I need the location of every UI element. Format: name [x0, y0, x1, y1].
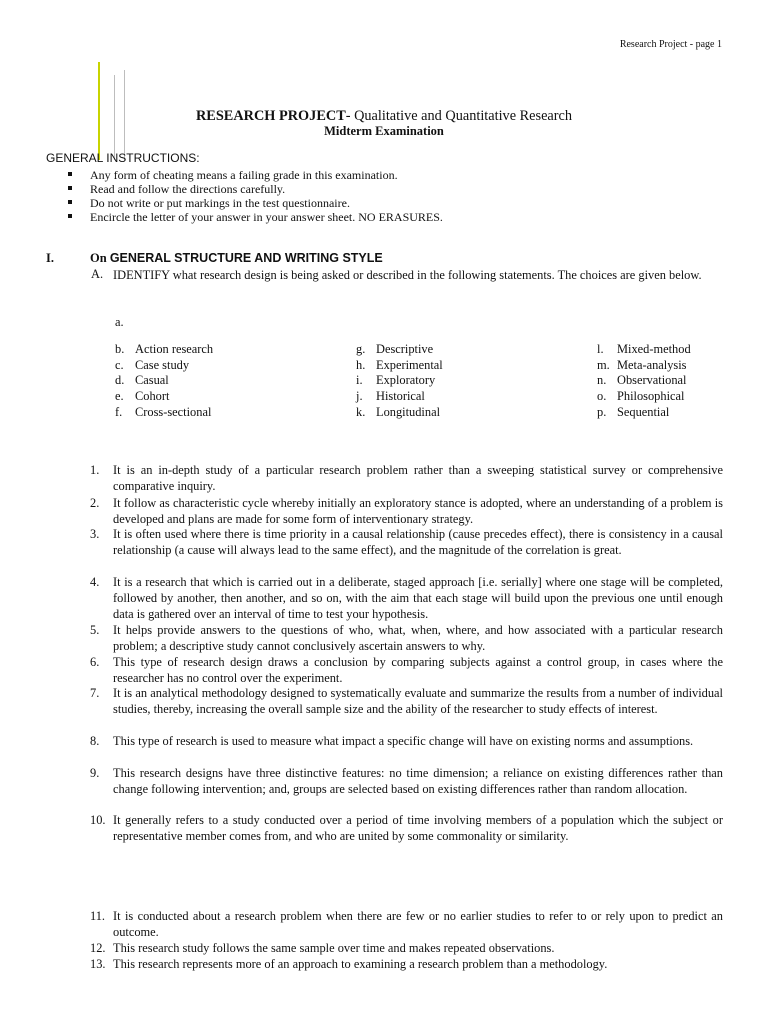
- question-item: [90, 655, 723, 687]
- document-title-rest: - Qualitative and Quantitative Research: [345, 108, 573, 124]
- question-number: 5.: [90, 623, 100, 637]
- choice-text: Case study: [135, 358, 190, 372]
- question-number: 2.: [90, 496, 100, 510]
- question-item: [90, 766, 723, 798]
- question-text: It is a research that which is carried out in a deliberate, staged approach [i.e. serially] where one stage will be completed, followed by another, then another, and so on, with the aim that each stage will build upon the previous one until enough data is gathered over an interval of time to test your hypothesis.: [113, 575, 723, 621]
- bullet-square-icon: [68, 200, 72, 204]
- choice-letter: h.: [356, 358, 366, 372]
- choice-text: Action research: [135, 342, 214, 356]
- choice-text: Sequential: [617, 405, 670, 419]
- question-text: This research represents more of an approach to examining a research problem than a methodology.: [113, 957, 608, 971]
- choice-letter: f.: [115, 405, 123, 419]
- question-text: It follow as characteristic cycle whereby initially an exploratory stance is adopted, where an understanding of a problem is developed and plans are made for some form of interventionary strategy.: [113, 496, 723, 526]
- instruction-text: Do not write or put markings in the test questionnaire.: [90, 196, 350, 210]
- document-title-bold: RESEARCH PROJECT: [195, 108, 346, 124]
- question-number: 6.: [90, 655, 100, 669]
- question-number: 11.: [90, 909, 106, 923]
- question-number: 9.: [90, 766, 100, 780]
- choice-text: Philosophical: [617, 389, 685, 403]
- question-item: [90, 941, 723, 957]
- question-item: [90, 496, 723, 528]
- question-number: 4.: [90, 575, 100, 589]
- choice-letter: d.: [115, 373, 125, 387]
- choice-letter: j.: [356, 389, 363, 403]
- question-item: [90, 813, 723, 845]
- choice-letter: o.: [597, 389, 607, 403]
- question-text: It generally refers to a study conducted over a period of time involving members of a population which the subject or representative member comes from, and who are united by some commonality or similarity.: [113, 813, 723, 843]
- choice-letter: e.: [115, 389, 124, 403]
- question-text: It is often used where there is time priority in a causal relationship (cause precedes effect), there is consistency in a causal relationship (a cause will always lead to the same effect), and the magnitude of the correlation is great.: [113, 527, 723, 557]
- document-title: [0, 108, 768, 125]
- choice-text: Longitudinal: [376, 405, 441, 419]
- question-text: It is an in-depth study of a particular research problem rather than a sweeping statistical survey or comprehensive comparative inquiry.: [113, 463, 723, 493]
- question-text: This research designs have three distinctive features: no time dimension; a reliance on existing differences rather than change following intervention; and, groups are selected based on existing differences rather than random allocation.: [113, 766, 723, 796]
- choice-letter: k.: [356, 405, 366, 419]
- question-number: 1.: [90, 463, 100, 477]
- instruction-text: Read and follow the directions carefully.: [90, 182, 286, 196]
- section-title-prefix: On: [90, 251, 110, 265]
- question-item: [90, 734, 723, 750]
- instruction-text: Encircle the letter of your answer in your answer sheet. NO ERASURES.: [90, 210, 443, 224]
- choice-letter: g.: [356, 342, 366, 356]
- question-item: [90, 686, 723, 718]
- choice-text: Meta-analysis: [617, 358, 687, 372]
- section-title: [90, 251, 383, 266]
- choice-letter: i.: [356, 373, 363, 387]
- bullet-square-icon: [68, 172, 72, 176]
- question-text: This research study follows the same sample over time and makes repeated observations.: [113, 941, 555, 955]
- question-number: 7.: [90, 686, 100, 700]
- choice-text: Cross-sectional: [135, 405, 212, 419]
- question-item: [90, 623, 723, 655]
- question-text: This type of research is used to measure what impact a specific change will have on existing norms and assumptions.: [113, 734, 694, 748]
- part-a-letter: A.: [91, 267, 104, 281]
- question-item: [90, 463, 723, 495]
- page-header: Research Project - page 1: [619, 39, 722, 50]
- question-item: [90, 527, 723, 559]
- section-title-main: GENERAL STRUCTURE AND WRITING STYLE: [109, 251, 383, 265]
- choice-text: Mixed-method: [617, 342, 691, 356]
- choice-letter: c.: [115, 358, 124, 372]
- choice-letter: l.: [597, 342, 604, 356]
- question-text: It is an analytical methodology designed to systematically evaluate and summarize the results from a number of individual studies, thereby, increasing the overall sample size and the ability of the researcher to study effects of interest.: [113, 686, 723, 716]
- choice-letter: n.: [597, 373, 607, 387]
- question-item: [90, 957, 723, 973]
- choice-text: Experimental: [376, 358, 443, 372]
- document-subtitle: Midterm Examination: [324, 124, 444, 138]
- question-text: It helps provide answers to the questions of who, what, when, where, and how associated with a particular research problem; a descriptive study cannot conclusively ascertain answers to why.: [113, 623, 723, 653]
- choice-letter: m.: [597, 358, 610, 372]
- choice-text: Descriptive: [376, 342, 434, 356]
- question-item: [90, 575, 723, 622]
- part-a-instructions: IDENTIFY what research design is being asked or described in the following statements. The choices are given below.: [113, 268, 702, 282]
- choice-text: Observational: [617, 373, 687, 387]
- general-instructions-heading: GENERAL INSTRUCTIONS:: [46, 151, 200, 165]
- choice-letter: b.: [115, 342, 125, 356]
- question-number: 13.: [90, 957, 106, 971]
- section-number: I.: [46, 251, 54, 265]
- choice-letter: a.: [115, 315, 124, 329]
- bullet-square-icon: [68, 214, 72, 218]
- instruction-text: Any form of cheating means a failing grade in this examination.: [90, 168, 398, 182]
- choice-text: Historical: [376, 389, 425, 403]
- question-number: 8.: [90, 734, 100, 748]
- question-text: This type of research design draws a conclusion by comparing subjects against a control group, in cases where the researcher has no control over the experiment.: [113, 655, 723, 685]
- choice-text: Exploratory: [376, 373, 436, 387]
- bullet-square-icon: [68, 186, 72, 190]
- question-number: 10.: [90, 813, 106, 827]
- choice-text: Casual: [135, 373, 169, 387]
- question-item: [90, 909, 723, 941]
- question-number: 3.: [90, 527, 100, 541]
- choice-text: Cohort: [135, 389, 170, 403]
- question-number: 12.: [90, 941, 106, 955]
- question-text: It is conducted about a research problem when there are few or no earlier studies to refer to or rely upon to predict an outcome.: [113, 909, 723, 939]
- choice-letter: p.: [597, 405, 607, 419]
